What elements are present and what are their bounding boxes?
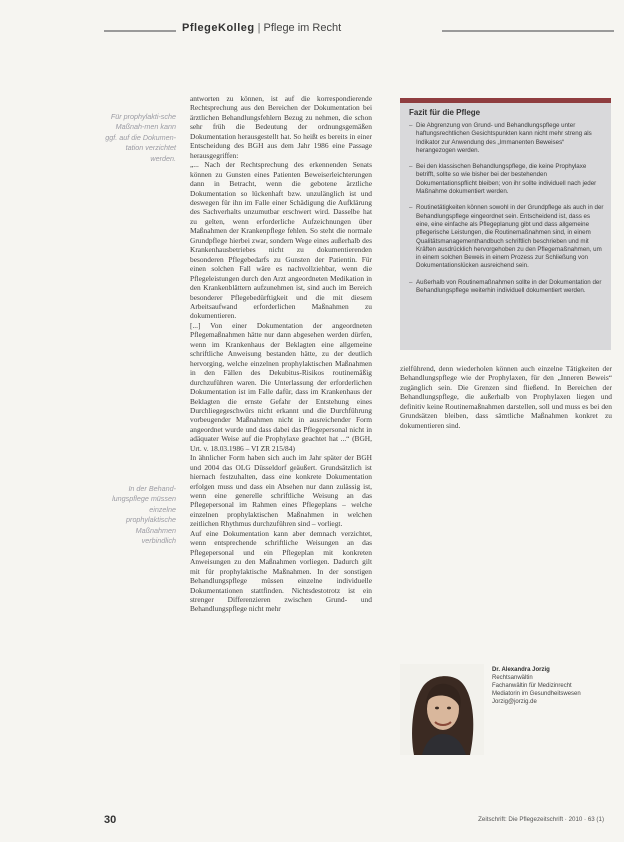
- infobox-item: – Außerhalb von Routinemaßnahmen sollte in der Dokumentation der Behandlungspflege weiterhin individuell dokumentiert werden.: [409, 279, 605, 296]
- paragraph: zielführend, denn wiederholen können auch einzelne Tätigkeiten der Behandlungspflege wie der Prophylaxen, für den „Inneren Beweis“ zugänglich sein. Die Grenzen sind fließend. In Bereichen der Behandlungspflege, die außerhalb von Prophylaxen liegen und definitiv keine Routinemaßnahmen darstellen, soll und muss es bei den Grundsätzen bleiben, dass sämtliche Maßnahmen konkret zu dokumentieren sind.: [400, 364, 612, 430]
- infobox-accent-bar: [400, 98, 611, 103]
- infobox-list: [409, 122, 605, 303]
- author-info: [492, 666, 612, 706]
- paragraph: [...] Von einer Dokumentation der angeordneten Pflegemaßnahmen hätte nur dann abgesehen werden dürfen, wenn im Krankenhaus der Beklagten eine allgemeine schriftliche Anweisung bestanden hätte, zu der deutlich hervorging, welche einzelnen prophylaktischen Maßnahmen in den Fällen des Dekubitus-Risikos routinemäßig durchzuführen waren. Die Unterlassung der erforderlichen Dokumentation ist im Falle dafür, dass im Krankenhaus der Beklagten die ernste Gefahr der Entstehung eines Durchliegegeschwürs nicht erkannt und die Durchführung vorbeugender Maßnahmen nicht in ausreichender Form angeordnet wurde und dass dabei das Pflegepersonal nicht in adäquater Weise auf die Prophylaxe geachtet hat ...“ (BGH, Urt. v. 18.03.1986 – VI ZR 215/84): [190, 320, 372, 453]
- author-specialty: Fachanwältin für Medizinrecht: [492, 683, 572, 689]
- margin-note-1: Für prophylakti-sche Maßnah-men kann ggf. auf die Dokumen-tation verzichtet werden.: [105, 112, 176, 163]
- author-photo: [400, 664, 484, 755]
- infobox-item: – Die Abgrenzung von Grund- und Behandlungspflege unter haftungsrechtlichen Gesichtspunkten kann nicht mehr streng als Indikator zur Anwendung des „Immanenten Beweises“ herangezogen werden.: [409, 122, 605, 155]
- summary-infobox: [400, 98, 611, 350]
- infobox-item: – Bei den klassischen Behandlungspflege, die keine Prophylaxe betrifft, sollte so wie bisher bei der bestehenden Dokumentationspflicht bleiben; von ihr sollte individuell nach jeder Maßnahme dokumentiert werden.: [409, 163, 605, 196]
- author-firm: Mediatorin im Gesundheitswesen: [492, 691, 581, 697]
- header-rule-right: [442, 30, 614, 32]
- page-number: 30: [104, 814, 117, 826]
- header-separator: |: [257, 22, 261, 34]
- infobox-title: Fazit für die Pflege: [409, 108, 481, 117]
- body-column-right: [400, 364, 612, 430]
- paragraph: antworten zu können, ist auf die korrespondierende Rechtsprechung aus den Bereichen der Dokumentation bei ärztlichen Behandlungsfehlern Bezug zu nehmen, die schon sehr früh die Bedeutung der ordnungsgemäßen Dokumentation herausgestellt hat. So heißt es bereits in einer Entscheidung des BGH aus dem Jahr 1986 eine Passage herausgegriffen:: [190, 94, 372, 160]
- header-brand: PflegeKolleg: [182, 22, 255, 34]
- header-section: Pflege im Recht: [263, 22, 342, 34]
- author-email: Jorzig@jorzig.de: [492, 699, 537, 705]
- header-rule-left: [104, 30, 176, 32]
- paragraph: In ähnlicher Form haben sich auch im Jahr später der BGH und 2004 das OLG Düsseldorf geäußert. Grundsätzlich ist hiernach festzuhalten, dass eine konkrete Dokumentation erfolgen muss und dass ein Absehen nur dann zulässig ist, wenn eine generelle schriftliche Weisung an das Pflegepersonal im Rahmen eines Pflegeplans – welche einzelnen prophylaktischen Maßnahmen in welchen zeitlichen Rhythmus durchzuführen sind – vorliegt.: [190, 453, 372, 529]
- margin-note-2: In der Behand-lungspflege müssen einzelne prophylaktische Maßnahmen verbindlich: [112, 484, 176, 546]
- body-column-left: [190, 94, 372, 614]
- page-footer: [104, 814, 614, 830]
- author-block: [400, 664, 612, 756]
- publication-info: Zeitschrift: Die Pflegezeitschrift · 2010 · 63 (1): [478, 816, 604, 823]
- author-role: Rechtsanwältin: [492, 675, 533, 681]
- paragraph: Auf eine Dokumentation kann aber demnach verzichtet, wenn entsprechende schriftliche Weisungen an das Pflegepersonal und ein Pflegeplan mit konkreten Anweisungen zu den Maßnahmen vorliegen. Dadurch gilt mit für prophylaktische Maßnahmen. In der sonstigen Behandlungspflege müssen einzelne individuelle Dokumentationen stattfinden. Nichtsdestotrotz ist ein strenger Differenzieren zwischen Grund- und Behandlungspflege nicht mehr: [190, 528, 372, 614]
- author-name: Dr. Alexandra Jorzig: [492, 667, 550, 673]
- infobox-item: – Routinetätigkeiten können sowohl in der Grundpflege als auch in der Behandlungspflege eingeordnet sein. Entscheidend ist, dass es eine, eine einfache als Pflegeplanung gibt und dass allgemeine pflegerische Leistungen, die Routinemaßnahmen sind, in einem Qualitätsmanagementhandbuch schriftlich beschrieben und mit Kräften ausdrücklich hervorgehoben zu den Pflegemaßnahmen, um in einem solchen Beweis in einem Prozess zur Schließung von Dokumentationslücken ausreichend sein.: [409, 204, 605, 270]
- paragraph: „... Nach der Rechtsprechung des erkennenden Senats können zu Gunsten eines Patienten Beweiserleichterungen dann in Betracht, wenn die gebotene ärztliche Dokumentation so lückenhaft bzw. unzulänglich ist und deswegen für ihn im Falle einer Schädigung die Aufklärung des Sachverhalts unzumutbar erschwert wird. Dasselbe hat zu gelten, wenn erforderliche Aufzeichnungen über Maßnahmen der Krankenpflege fehlen. So steht die normale Grundpflege hierbei zwar, sondern Wege eines außerhalb des Krankenhausbetriebes nicht zu dokumentierenden besonderen Pflegebedarfs zu Gunsten der Patientin. Für einen solchen Fall wäre es nachvollziehbar, wenn die Pflegeleistungen durch den Arzt angeordneten Medikation in den Krankenblättern aufzunehmen ist, sind auch im Bereich besonderer Pflegebedürftigkeit und die mit diesem Arbeitsaufwand erforderlichen Maßnahmen zu dokumentieren.: [190, 160, 372, 321]
- author-portrait-icon: [400, 664, 484, 755]
- header-title: [182, 22, 341, 34]
- page-header: [104, 20, 614, 44]
